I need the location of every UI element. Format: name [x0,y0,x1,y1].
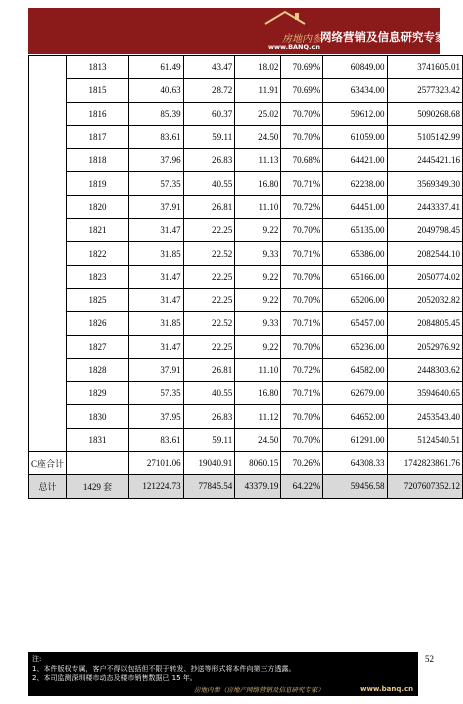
cell-total-price: 2443337.41 [387,195,462,218]
table-row [29,288,463,311]
table-row [29,125,463,148]
table-row [29,242,463,265]
cell-unit-price: 64582.00 [323,358,387,381]
table-row [29,219,463,242]
table-row [29,102,463,125]
table-row [29,56,463,79]
cell-usable-area: 19040.91 [183,452,235,475]
cell-usable-area: 26.83 [183,149,235,172]
cell-total-price: 5090268.68 [387,102,462,125]
cell-total-price: 2577323.42 [387,79,462,102]
cell-unit [67,452,129,475]
cell-unit-price: 61291.00 [323,428,387,451]
cell-area: 57.35 [128,382,183,405]
cell-usable-area: 22.25 [183,265,235,288]
cell-unit: 1429 套 [67,475,129,498]
cell-unit: 1820 [67,195,129,218]
cell-building: 总计 [29,475,67,498]
cell-area: 85.39 [128,102,183,125]
cell-total-price: 5105142.99 [387,125,462,148]
footer-brand: 房地内参（房地产网络营销及信息研究专家） [194,686,324,694]
cell-area: 31.47 [128,335,183,358]
cell-building [29,56,67,452]
cell-unit-price: 61059.00 [323,125,387,148]
cell-usable-area: 77845.54 [183,475,235,498]
table-row [29,195,463,218]
cell-shared-area: 24.50 [235,428,281,451]
cell-area: 57.35 [128,172,183,195]
note-1: 1、本件版权专属，客户不得以包括但不限于转发、抄送等形式将本件向第三方透露。 [32,664,296,673]
cell-shared-area: 9.33 [235,242,281,265]
footer-notes [32,655,295,684]
cell-shared-area: 9.22 [235,219,281,242]
note-label: 注: [32,655,42,663]
cell-shared-area: 8060.15 [235,452,281,475]
table-row [29,265,463,288]
logo-brand: 房地内参 [282,34,322,45]
header-banner [28,8,447,54]
cell-total-price: 7207607352.12 [387,475,462,498]
cell-usable-area: 40.55 [183,382,235,405]
cell-total-price: 2049798.45 [387,219,462,242]
cell-unit-price: 64451.00 [323,195,387,218]
cell-usable-area: 22.52 [183,242,235,265]
header-title: 网络营销及信息研究专家 [320,30,447,44]
cell-usage-rate: 70.72% [281,195,323,218]
cell-shared-area: 11.91 [235,79,281,102]
cell-unit: 1821 [67,219,129,242]
cell-usage-rate: 70.70% [281,335,323,358]
cell-area: 121224.73 [128,475,183,498]
cell-unit-price: 59456.58 [323,475,387,498]
cell-usable-area: 60.37 [183,102,235,125]
cell-area: 61.49 [128,56,183,79]
cell-shared-area: 25.02 [235,102,281,125]
cell-unit-price: 63434.00 [323,79,387,102]
cell-unit-price: 62238.00 [323,172,387,195]
cell-unit-price: 65236.00 [323,335,387,358]
cell-shared-area: 9.33 [235,312,281,335]
cell-usage-rate: 70.70% [281,219,323,242]
cell-usable-area: 22.52 [183,312,235,335]
cell-area: 31.85 [128,312,183,335]
cell-unit: 1818 [67,149,129,172]
cell-usable-area: 22.25 [183,219,235,242]
cell-unit: 1813 [67,56,129,79]
cell-unit: 1830 [67,405,129,428]
cell-unit-price: 62679.00 [323,382,387,405]
cell-usable-area: 59.11 [183,428,235,451]
cell-unit-price: 65206.00 [323,288,387,311]
cell-area: 27101.06 [128,452,183,475]
table-row [29,382,463,405]
cell-total-price: 2050774.02 [387,265,462,288]
cell-unit-price: 65457.00 [323,312,387,335]
table-body [29,56,463,499]
footer-url: www.banq.cn [360,685,414,693]
table-row [29,428,463,451]
cell-unit-price: 60849.00 [323,56,387,79]
cell-usage-rate: 70.71% [281,242,323,265]
cell-shared-area: 24.50 [235,125,281,148]
cell-usable-area: 22.25 [183,288,235,311]
cell-area: 40.63 [128,79,183,102]
cell-usage-rate: 70.70% [281,428,323,451]
cell-unit-price: 64421.00 [323,149,387,172]
cell-total-price: 3569349.30 [387,172,462,195]
cell-unit: 1822 [67,242,129,265]
cell-shared-area: 9.22 [235,265,281,288]
cell-usable-area: 43.47 [183,56,235,79]
page-number: 52 [425,654,434,664]
cell-usage-rate: 70.70% [281,265,323,288]
cell-usage-rate: 70.71% [281,382,323,405]
cell-usable-area: 26.81 [183,195,235,218]
cell-unit: 1829 [67,382,129,405]
cell-usage-rate: 70.69% [281,79,323,102]
cell-unit: 1816 [67,102,129,125]
cell-unit: 1827 [67,335,129,358]
cell-usage-rate: 70.26% [281,452,323,475]
cell-total-price: 2084805.45 [387,312,462,335]
cell-usage-rate: 70.70% [281,288,323,311]
cell-usable-area: 59.11 [183,125,235,148]
cell-unit: 1815 [67,79,129,102]
cell-usable-area: 26.81 [183,358,235,381]
cell-unit-price: 64308.33 [323,452,387,475]
cell-unit-price: 65166.00 [323,265,387,288]
cell-shared-area: 16.80 [235,382,281,405]
cell-unit-price: 65135.00 [323,219,387,242]
total-row [29,475,463,498]
note-2: 2、本司监测深圳楼市动态及楼市销售数据已 15 年。 [32,674,197,682]
cell-total-price: 2082544.10 [387,242,462,265]
cell-usage-rate: 70.68% [281,149,323,172]
logo-url: www.BANQ.cn [268,43,320,51]
cell-area: 31.47 [128,265,183,288]
cell-area: 31.85 [128,242,183,265]
cell-area: 37.96 [128,149,183,172]
cell-area: 31.47 [128,288,183,311]
cell-unit: 1826 [67,312,129,335]
cell-total-price: 2052032.82 [387,288,462,311]
cell-unit-price: 64652.00 [323,405,387,428]
cell-usage-rate: 70.69% [281,56,323,79]
table-row [29,172,463,195]
cell-shared-area: 11.10 [235,358,281,381]
cell-total-price: 3741605.01 [387,56,462,79]
table-row [29,405,463,428]
cell-total-price: 2453543.40 [387,405,462,428]
cell-total-price: 3594640.65 [387,382,462,405]
cell-unit: 1823 [67,265,129,288]
cell-usage-rate: 70.71% [281,172,323,195]
cell-shared-area: 16.80 [235,172,281,195]
cell-area: 37.91 [128,358,183,381]
cell-shared-area: 9.22 [235,288,281,311]
cell-unit: 1831 [67,428,129,451]
cell-usable-area: 28.72 [183,79,235,102]
table-row [29,149,463,172]
footer [28,652,418,696]
cell-shared-area: 11.12 [235,405,281,428]
cell-total-price: 2052976.92 [387,335,462,358]
cell-unit: 1819 [67,172,129,195]
table-row [29,358,463,381]
cell-total-price: 1742823861.76 [387,452,462,475]
cell-shared-area: 18.02 [235,56,281,79]
table-row [29,335,463,358]
cell-unit-price: 59612.00 [323,102,387,125]
cell-usable-area: 40.55 [183,172,235,195]
cell-usable-area: 26.83 [183,405,235,428]
cell-total-price: 2448303.62 [387,358,462,381]
cell-shared-area: 11.10 [235,195,281,218]
cell-usage-rate: 70.70% [281,125,323,148]
cell-area: 83.61 [128,125,183,148]
cell-usable-area: 22.25 [183,335,235,358]
cell-area: 37.95 [128,405,183,428]
cell-shared-area: 11.13 [235,149,281,172]
cell-total-price: 5124540.51 [387,428,462,451]
subtotal-row [29,452,463,475]
cell-area: 37.91 [128,195,183,218]
cell-usage-rate: 70.70% [281,405,323,428]
cell-unit: 1825 [67,288,129,311]
cell-usage-rate: 70.70% [281,102,323,125]
cell-area: 83.61 [128,428,183,451]
table-row [29,312,463,335]
table-row [29,79,463,102]
cell-usage-rate: 70.72% [281,358,323,381]
cell-area: 31.47 [128,219,183,242]
cell-unit-price: 65386.00 [323,242,387,265]
cell-building: C座合计 [29,452,67,475]
cell-usage-rate: 64.22% [281,475,323,498]
cell-shared-area: 9.22 [235,335,281,358]
cell-usage-rate: 70.71% [281,312,323,335]
cell-unit: 1828 [67,358,129,381]
cell-shared-area: 43379.19 [235,475,281,498]
cell-unit: 1817 [67,125,129,148]
cell-total-price: 2445421.16 [387,149,462,172]
sales-table [28,55,463,499]
